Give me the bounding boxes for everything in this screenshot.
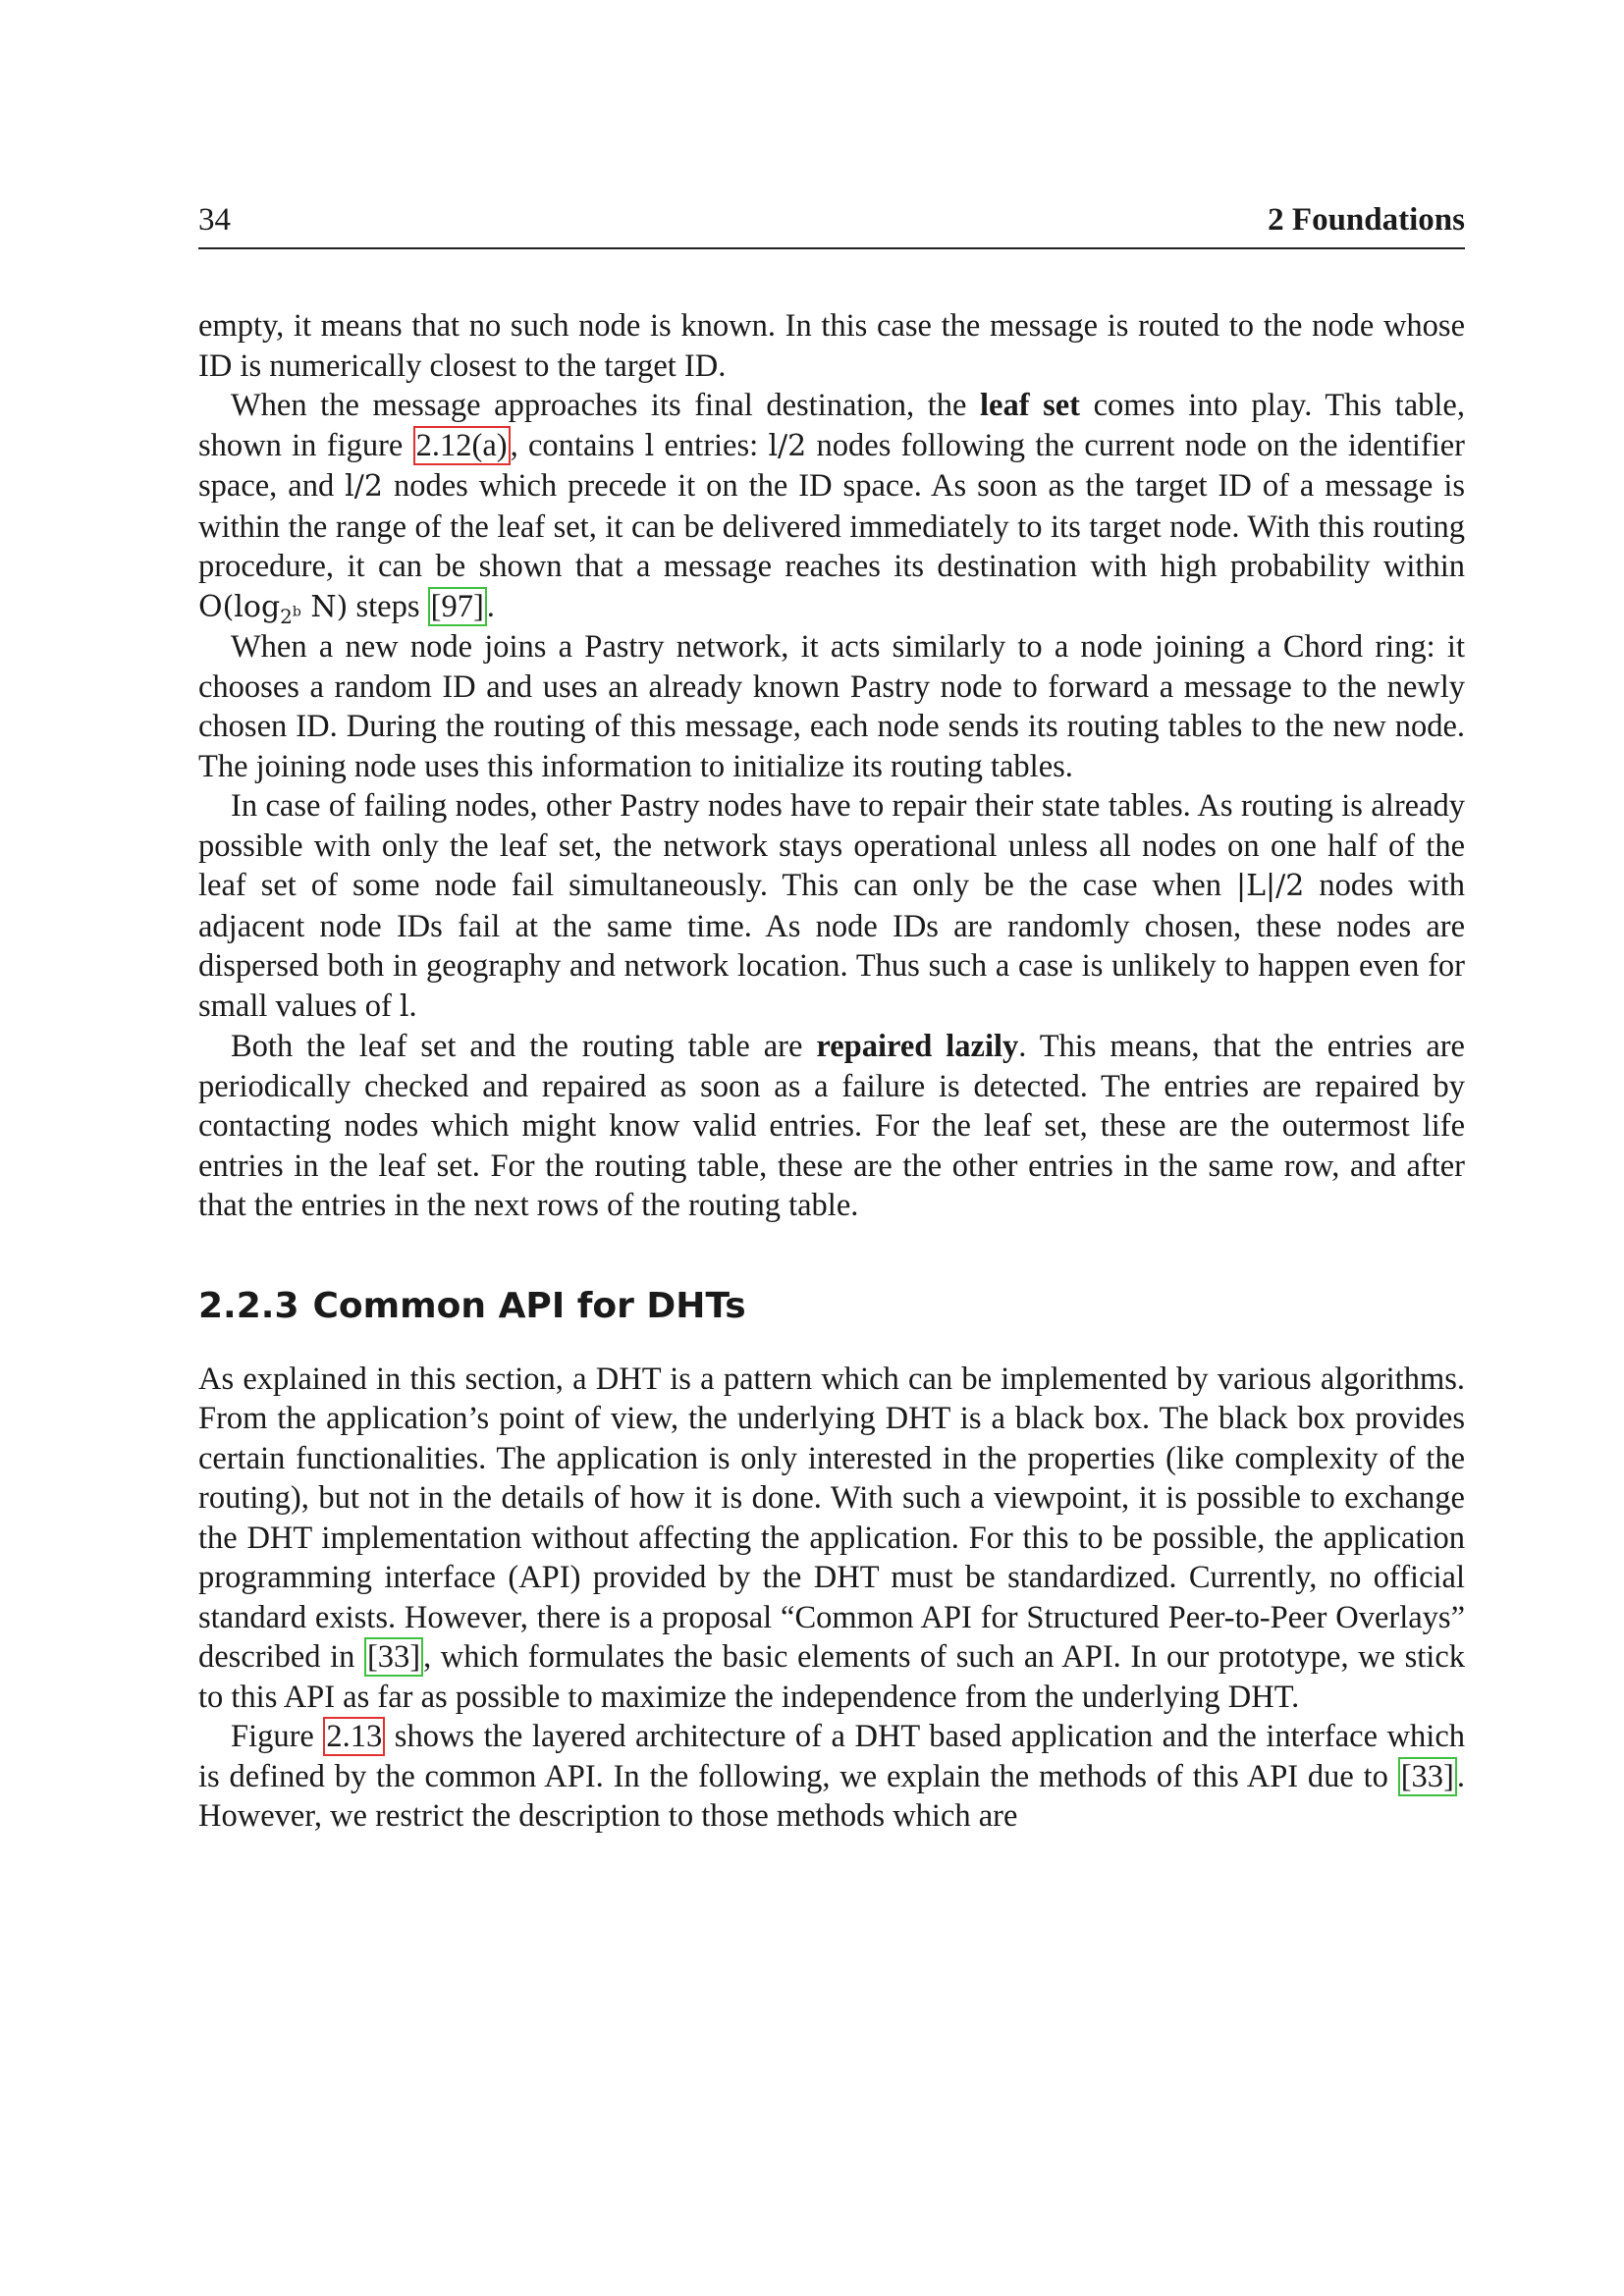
section-number: 2.2.3 [198,1285,299,1326]
chapter-title: 2 Foundations [1268,202,1465,238]
text-run: nodes following the current node on the identifier space, and [198,427,1465,504]
math-subscript [280,605,301,628]
text-run: In case of failing nodes, other Pastry nodes have to repair their state tables. As routing is already possible with only the leaf set, the network stays operational unless all nodes on one half of the leaf set of some node fail simultaneously. This can only be the case when [198,788,1465,903]
citation-link-33[interactable]: [33] [1398,1757,1457,1796]
math-l-half: l/2 [345,469,383,504]
text-run: As explained in this section, a DHT is a pattern which can be implemented by various algorithms. From the application’s point of view, the underlying DHT is a black box. The black box provides certain functionalities. The application is only interested in the properties (like complexity of the routing), but not in the details of how it is done. With such a viewpoint, it is possible to exchange the DHT implementation without affecting the application. For this to be possible, the application programming interface (API) provided by the DHT must be standardized. Currently, no official standard exists. However, there is a proposal “Common API for Structured Peer-to-Peer Overlays” described in [198,1361,1465,1675]
math-l: l [644,428,655,463]
figure-link-2-13[interactable]: 2.13 [323,1717,385,1756]
text-run: , contains [510,427,645,463]
math-sub-2: 2 [280,604,293,628]
paragraph-3-text: When a new node joins a Pastry network, it acts similarly to a node joining a Chord ring: it chooses a random ID and uses an already known Pastry node to forward a message to the newly chosen ID. During the routing of this message, each node sends its routing tables to the new node. The joining node uses this information to initialize its routing tables. [198,629,1465,784]
paragraph-5 [198,1027,1465,1226]
text-run: nodes which precede it on the ID space. As soon as the target ID of a message is within the range of the leaf set, it can be delivered immediately to its target node. With this routing procedure, it can be shown that a message reaches its destination with high probability within [198,468,1465,584]
text-run: . However, we restrict the description to those methods which are [198,1758,1465,1834]
text-run: comes into play. This table, shown in figure [198,388,1465,463]
text-run: . [486,588,495,624]
paragraph-7 [198,1717,1465,1837]
running-header [198,202,1465,249]
text-run: Both the leaf set and the routing table are [231,1029,817,1064]
text-run: Figure [231,1719,324,1754]
text-run: shows the layered architecture of a DHT based application and the interface which is defined by the common API. In the following, we explain the methods of this API due to [198,1719,1465,1794]
page-number: 34 [198,202,231,238]
math-o-log: O(log [198,589,281,624]
math-big-o [198,589,349,628]
text-run: entries: [654,427,769,463]
math-l-half: l/2 [768,428,807,463]
paragraph-6 [198,1360,1465,1718]
text-run: steps [348,588,428,624]
text-run: , which formulates the basic elements of such an API. In our prototype, we stick to this API as far as possible to maximize the independence from the underlying DHT. [198,1639,1465,1715]
math-n: N) [300,589,349,624]
text-run: When the message approaches its final destination, the [231,388,980,423]
text-run: . This means, that the entries are periodically checked and repaired as soon as a failure is detected. The entries are repaired by contacting nodes which might know valid entries. For the leaf set, these are the outermost life entries in the leaf set. For the routing table, these are the other entries in the same row, and after that the entries in the next rows of the routing table. [198,1029,1465,1223]
text-run: . [408,988,417,1024]
body-text [198,306,1465,1837]
paragraph-3 [198,627,1465,786]
citation-link-97[interactable]: [97] [428,587,487,626]
math-sup-b: b [292,603,301,619]
paragraph-1 [198,306,1465,386]
paragraph-4 [198,786,1465,1027]
bold-term-leaf-set: leaf set [979,388,1080,423]
math-leaf-set-half: |L|/2 [1235,869,1305,903]
section-title: Common API for DHTs [312,1285,746,1326]
bold-term-repaired-lazily: repaired lazily [816,1029,1019,1064]
section-heading [198,1285,1465,1328]
math-l: l [399,988,409,1024]
paragraph-2 [198,386,1465,627]
paragraph-1-text: empty, it means that no such node is known. In this case the message is routed to the node whose ID is numerically closest to the target ID. [198,308,1465,384]
text-run: nodes with adjacent node IDs fail at the same time. As node IDs are randomly chosen, these nodes are dispersed both in geography and network location. Thus such a case is unlikely to happen even for small values of [198,868,1465,1024]
figure-link-2-12a[interactable]: 2.12(a) [413,426,511,465]
citation-link-33[interactable]: [33] [364,1637,423,1677]
